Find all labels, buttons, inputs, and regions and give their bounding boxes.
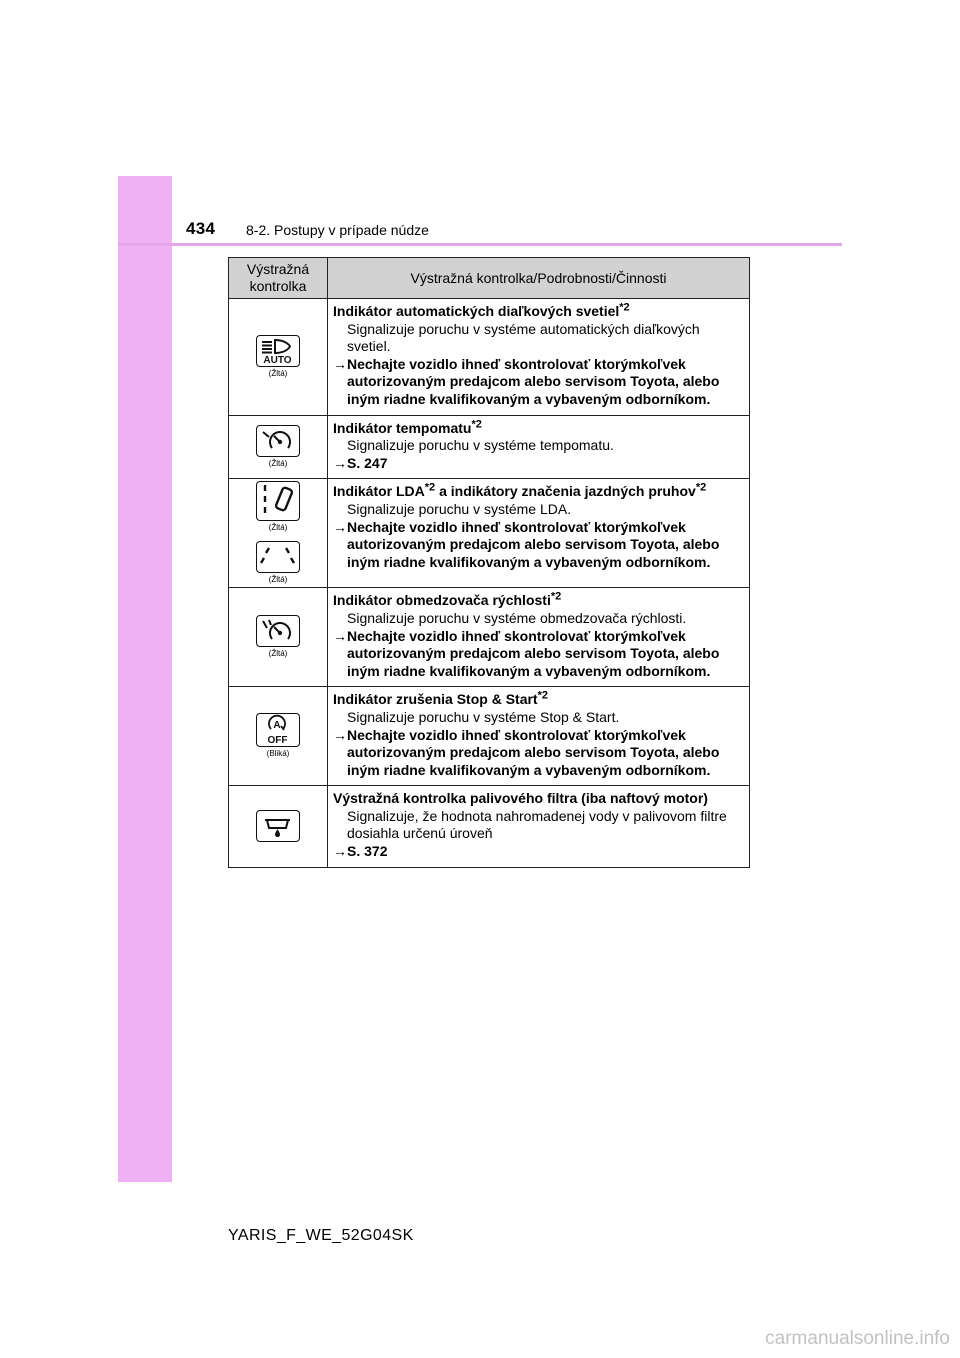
- lane-markings-icon: [256, 541, 300, 573]
- item-title: Indikátor tempomatu$^{*2}$: [333, 417, 482, 436]
- item-action: →Nechajte vozidlo ihneď skontrolovať ktorýmkoľvek autorizovaným predajcom alebo servisom Toyota, alebo iným riadne kvalifikovaným a vybaveným odborníkom.: [333, 627, 720, 679]
- details-cell: [328, 479, 750, 588]
- a-label: A: [273, 720, 281, 732]
- header-rule: [118, 243, 842, 246]
- lda-icon: [256, 481, 300, 521]
- warning-lights-table: [228, 257, 750, 868]
- table-row: [229, 479, 750, 588]
- document-code: YARIS_F_WE_52G04SK: [228, 1227, 414, 1244]
- fuel-filter-icon: [256, 810, 300, 842]
- item-title: Výstražná kontrolka palivového filtra (iba naftový motor): [333, 790, 708, 807]
- item-description: Signalizuje poruchu v systéme tempomatu.: [347, 437, 614, 454]
- details-cell: [328, 415, 750, 479]
- details-cell: [328, 299, 750, 416]
- item-description: Signalizuje poruchu v systéme obmedzovača rýchlosti.: [347, 609, 687, 626]
- table-row: [229, 299, 750, 416]
- stop-start-off-icon: [256, 713, 300, 747]
- details-cell: [328, 786, 750, 867]
- cruise-control-icon: [256, 425, 300, 457]
- item-description: Signalizuje, že hodnota nahromadenej vody v palivovom filtre dosiahla určenú úroveň: [347, 807, 727, 842]
- section-title: 8-2. Postupy v prípade núdze: [246, 222, 429, 238]
- column-header-details: Výstražná kontrolka/Podrobnosti/Činnosti: [328, 258, 750, 299]
- watermark: carmanualsonline.info: [765, 1328, 950, 1349]
- table-header-row: [229, 258, 750, 299]
- auto-label: AUTO: [263, 354, 292, 365]
- indicator-cell: [229, 299, 328, 416]
- off-label: OFF: [267, 735, 288, 746]
- item-title: Indikátor automatických diaľkových svetiel$^{*2}$: [333, 301, 630, 319]
- item-description: Signalizuje poruchu v systéme Stop & Start.: [347, 708, 620, 725]
- details-cell: [328, 687, 750, 786]
- item-description: Signalizuje poruchu v systéme LDA.: [347, 500, 572, 517]
- indicator-cell: [229, 479, 328, 588]
- indicator-color-label: (Žltá): [268, 368, 288, 378]
- indicator-color-label: (Bliká): [266, 749, 290, 759]
- indicator-cell: [229, 588, 328, 687]
- indicator-color-label: (Žltá): [268, 523, 288, 533]
- item-action: →Nechajte vozidlo ihneď skontrolovať ktorýmkoľvek autorizovaným predajcom alebo servisom Toyota, alebo iným riadne kvalifikovaným a vybaveným odborníkom.: [333, 518, 720, 570]
- indicator-cell: [229, 415, 328, 479]
- table-row: [229, 786, 750, 867]
- table-row: [229, 687, 750, 786]
- table-row: [229, 588, 750, 687]
- indicator-color-label: (Žltá): [268, 458, 288, 468]
- item-action: →S. 372: [333, 843, 388, 860]
- speed-limiter-icon: [256, 615, 300, 647]
- item-action: →S. 247: [333, 454, 388, 471]
- item-title: Indikátor obmedzovača rýchlosti$^{*2}$: [333, 590, 562, 609]
- item-description: Signalizuje poruchu v systéme automatických diaľkových svetiel.: [347, 320, 700, 355]
- details-cell: [328, 588, 750, 687]
- column-header-indicator: Výstražná kontrolka: [229, 258, 328, 299]
- indicator-color-label: (Žltá): [268, 649, 288, 659]
- table-row: [229, 415, 750, 479]
- item-action: →Nechajte vozidlo ihneď skontrolovať ktorýmkoľvek autorizovaným predajcom alebo servisom Toyota, alebo iným riadne kvalifikovaným a vybaveným odborníkom.: [333, 355, 720, 407]
- indicator-cell: [229, 687, 328, 786]
- item-title: Indikátor zrušenia Stop & Start$^{*2}$: [333, 689, 548, 708]
- indicator-color-label: (Žltá): [268, 575, 288, 585]
- item-title: Indikátor LDA$^{*2}$ a indikátory značenia jazdných pruhov$^{*2}$: [333, 481, 707, 500]
- auto-high-beam-icon: [256, 335, 300, 367]
- indicator-cell: [229, 786, 328, 867]
- chapter-side-band: [118, 176, 172, 1182]
- item-action: →Nechajte vozidlo ihneď skontrolovať ktorýmkoľvek autorizovaným predajcom alebo servisom Toyota, alebo iným riadne kvalifikovaným a vybaveným odborníkom.: [333, 726, 720, 778]
- page-number: 434: [186, 219, 216, 238]
